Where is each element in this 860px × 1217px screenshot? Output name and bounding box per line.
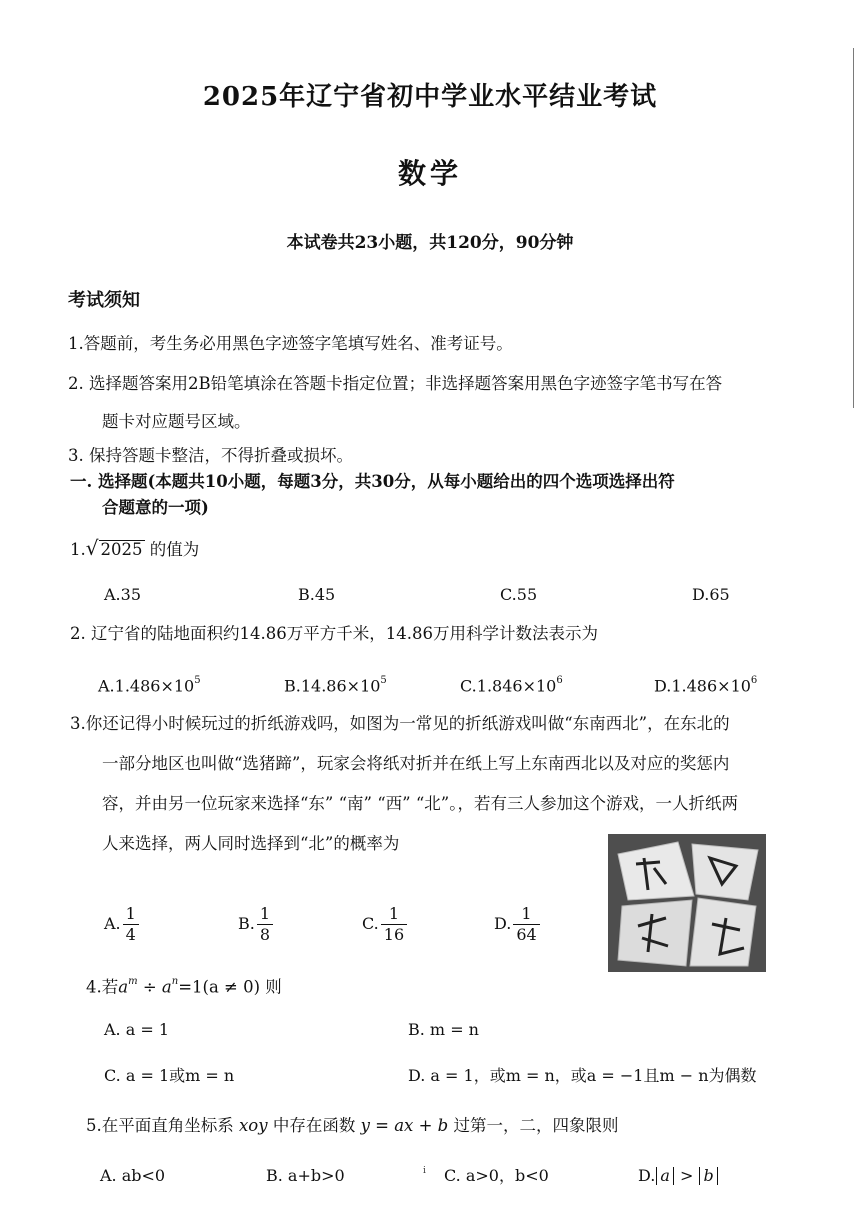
q5-option-c: C. a>0，b<0 [444, 1166, 549, 1185]
exam-title: 2025年辽宁省初中学业水平结业考试 [202, 82, 658, 112]
fraction: $\frac{1}{8}$ [257, 904, 273, 945]
q1-radicand: 2025 [100, 540, 143, 559]
fraction: $\frac{1}{64}$ [513, 904, 539, 945]
q2-option-b: $B.14.86\times 10^5$ [284, 675, 387, 696]
exam-meta: 本试卷共23小题，共120分，90分钟 [286, 233, 574, 253]
notice-item-1: 1.答题前，考生务必用黑色字迹签字笔填写姓名、准考证号。 [68, 334, 513, 353]
q1-option-d: D.65 [692, 585, 730, 604]
q4-option-b: B. m = n [408, 1020, 479, 1039]
q1-option-a: A.35 [104, 585, 141, 604]
sqrt-symbol: √ [85, 536, 99, 560]
section-heading-line1: 一. 选择题(本题共10小题，每题3分，共30分，从每小题给出的四个选项选择出符 [70, 472, 675, 491]
question-3-line3: 容，并由另一位玩家来选择“东” “南” “西” “北”。，若有三人参加这个游戏，一人折纸两 [102, 794, 738, 813]
q1-suffix: 的值为 [149, 540, 200, 559]
notice-item-2: 2. 选择题答案用2B铅笔填涂在答题卡指定位置；非选择题答案用黑色字迹签字笔书写在答 [68, 374, 723, 393]
q5-option-b: B. a+b>0 [266, 1166, 345, 1185]
notice-item-2-cont: 题卡对应题号区域。 [102, 412, 251, 431]
q1-option-c: C.55 [500, 585, 538, 604]
q2-option-a: $A.1.486\times 10^5$ [98, 675, 201, 696]
stray-mark: i [423, 1166, 426, 1176]
question-3-line2: 一部分地区也叫做“选猪蹄”，玩家会将纸对折并在纸上写上东南西北以及对应的奖惩内 [102, 754, 730, 773]
subject-title: 数学 [397, 157, 462, 190]
fraction: $\frac{1}{4}$ [123, 904, 139, 945]
question-3-line1: 3.你还记得小时候玩过的折纸游戏吗，如图为一常见的折纸游戏叫做“东南西北”，在东北的 [70, 714, 730, 733]
q3-option-d: D. $\frac{1}{64}$ [494, 904, 540, 945]
q4-option-d: D. a = 1，或m = n，或a = −1且m − n为偶数 [408, 1066, 757, 1085]
fraction: $\frac{1}{16}$ [381, 904, 407, 945]
question-2: 2. 辽宁省的陆地面积约14.86万平方千米，14.86万用科学计数法表示为 [70, 624, 598, 643]
q5-option-d: D. a > b [638, 1164, 719, 1188]
q5-option-a: A. ab<0 [100, 1166, 166, 1185]
section-heading-line2: 合题意的一项) [102, 498, 209, 517]
q4-option-c: C. a = 1或m = n [104, 1066, 235, 1085]
notice-item-3: 3. 保持答题卡整洁，不得折叠或损坏。 [68, 446, 353, 465]
fortune-teller-illustration [608, 834, 766, 972]
q4-option-a: A. a = 1 [104, 1020, 170, 1039]
question-1 [70, 536, 199, 562]
paper-fortune-teller-photo [608, 834, 766, 972]
q1-option-b: B.45 [298, 585, 336, 604]
q2-option-c: $C.1.846\times 10^6$ [460, 675, 563, 696]
question-4: 4.若$a^m \div a^n=1(a \ne 0)$ 则 [86, 976, 282, 997]
q2-option-d: $D.1.486\times 10^6$ [654, 675, 758, 696]
question-5: 5.在平面直角坐标系 xoy 中存在函数 y = ax + b 过第一，二，四象限则 [86, 1116, 619, 1135]
notice-heading: 考试须知 [68, 290, 140, 311]
q3-option-c: C. $\frac{1}{16}$ [362, 904, 407, 945]
q3-option-a: A. $\frac{1}{4}$ [104, 904, 139, 945]
question-3-line4: 人来选择，两人同时选择到“北”的概率为 [102, 834, 400, 853]
q1-number: 1. [70, 540, 86, 559]
q3-option-b: B. $\frac{1}{8}$ [238, 904, 273, 945]
